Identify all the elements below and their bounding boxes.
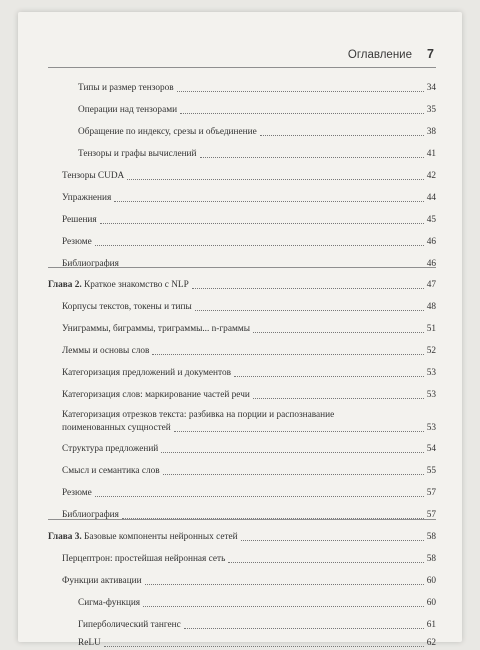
toc-entry[interactable] <box>62 554 436 565</box>
toc-entry-label: Тензоры и графы вычислений <box>78 149 197 159</box>
section-divider <box>48 267 436 268</box>
toc-entry-page: 42 <box>426 171 436 181</box>
toc-entry[interactable] <box>62 215 436 226</box>
toc-entry[interactable] <box>62 368 436 379</box>
toc-entry-label: Библиография <box>62 259 119 269</box>
toc-entry-page: 41 <box>426 149 436 159</box>
toc-entry-page: 47 <box>426 280 436 290</box>
chapter-title: Базовые компоненты нейронных сетей <box>84 532 238 542</box>
toc-entry-page: 54 <box>426 444 436 454</box>
leader-dots <box>152 354 423 355</box>
toc-chapter-2[interactable] <box>48 280 436 291</box>
toc-entry-line2[interactable] <box>62 423 436 434</box>
toc-entry-page: 58 <box>426 554 436 564</box>
leader-dots <box>114 201 423 202</box>
toc-entry-label: Решения <box>62 215 97 225</box>
toc-entry-page: 48 <box>426 302 436 312</box>
toc-entry-page: 51 <box>426 324 436 334</box>
toc-entry-page: 34 <box>426 83 436 93</box>
chapter-title: Краткое знакомство с NLP <box>84 280 189 290</box>
toc-chapter-3[interactable] <box>48 532 436 543</box>
toc-entry-page: 45 <box>426 215 436 225</box>
toc-entry-label-cont: поименованных сущностей <box>62 423 171 433</box>
toc-entry[interactable] <box>62 488 436 499</box>
toc-entry-page: 46 <box>426 237 436 247</box>
toc-entry[interactable] <box>78 598 436 609</box>
leader-dots <box>228 562 423 563</box>
toc-entry-label: Категоризация слов: маркирование частей речи <box>62 390 250 400</box>
leader-dots <box>260 135 424 136</box>
leader-dots <box>95 496 424 497</box>
toc-entry-page: 55 <box>426 466 436 476</box>
leader-dots <box>195 310 424 311</box>
toc-entry[interactable] <box>62 324 436 335</box>
leader-dots <box>200 157 424 158</box>
book-page <box>18 12 462 648</box>
toc-entry-label: Библиография <box>62 510 119 520</box>
toc-entry[interactable] <box>78 149 436 160</box>
leader-dots <box>127 179 423 180</box>
toc-entry[interactable] <box>78 83 436 94</box>
toc-entry-label: Упражнения <box>62 193 112 203</box>
toc-entry-label: Резюме <box>62 237 92 247</box>
leader-dots <box>174 431 424 432</box>
toc-entry[interactable] <box>78 620 436 631</box>
toc-entry[interactable] <box>62 302 436 313</box>
running-header <box>48 47 436 68</box>
leader-dots <box>145 584 424 585</box>
toc-entry-page: 57 <box>426 488 436 498</box>
toc-entry-label: Обращение по индексу, срезы и объединение <box>78 127 257 137</box>
toc-entry-page: 60 <box>426 598 436 608</box>
toc-entry-label: Структура предложений <box>62 444 159 454</box>
leader-dots <box>180 113 424 114</box>
toc-entry-label: Резюме <box>62 488 92 498</box>
toc-entry-label: Типы и размер тензоров <box>78 83 174 93</box>
header-title: Оглавление <box>347 49 412 61</box>
toc-entry-page: 53 <box>426 390 436 400</box>
toc-entry[interactable] <box>78 105 436 116</box>
leader-dots <box>177 91 424 92</box>
chapter-number: Глава 3. <box>48 532 82 542</box>
toc-entry-label: ReLU <box>78 638 101 648</box>
section-divider <box>48 519 436 520</box>
leader-dots <box>234 376 424 377</box>
toc-entry[interactable] <box>62 390 436 401</box>
toc-entry[interactable] <box>62 346 436 357</box>
leader-dots <box>143 606 424 607</box>
toc-entry[interactable] <box>62 576 436 587</box>
toc-entry-label: Категоризация отрезков текста: разбивка на порции и распознавание <box>62 410 335 420</box>
toc-entry-page: 44 <box>426 193 436 203</box>
toc-entry-label: Леммы и основы слов <box>62 346 150 356</box>
leader-dots <box>253 398 424 399</box>
leader-dots <box>241 540 424 541</box>
toc-entry[interactable] <box>62 259 436 270</box>
leader-dots <box>104 646 424 647</box>
toc-entry-page: 60 <box>426 576 436 586</box>
toc-entry[interactable] <box>62 171 436 182</box>
chapter-number: Глава 2. <box>48 280 82 290</box>
leader-dots <box>184 628 424 629</box>
toc-entry-label: Категоризация предложений и документов <box>62 368 232 378</box>
toc-entry-label: Смысл и семантика слов <box>62 466 160 476</box>
toc-entry[interactable] <box>62 193 436 204</box>
toc-entry-page: 38 <box>426 127 436 137</box>
leader-dots <box>100 223 424 224</box>
toc-entry-page: 58 <box>426 532 436 542</box>
toc-entry[interactable] <box>62 237 436 248</box>
toc-entry-page: 57 <box>426 510 436 520</box>
toc-entry-label: Униграммы, биграммы, триграммы... n-граммы <box>62 324 250 334</box>
header-page-number: 7 <box>427 47 434 61</box>
toc-entry-label: Перцептрон: простейшая нейронная сеть <box>62 554 226 564</box>
toc-entry[interactable] <box>62 444 436 455</box>
leader-dots <box>163 474 424 475</box>
toc-entry-line1[interactable] <box>62 410 436 421</box>
toc-entry-label: Корпусы текстов, токены и типы <box>62 302 192 312</box>
leader-dots <box>95 245 424 246</box>
leader-dots <box>192 288 424 289</box>
toc-entry-label: Гиперболический тангенс <box>78 620 181 630</box>
toc-entry-page: 61 <box>426 620 436 630</box>
leader-dots <box>161 452 423 453</box>
toc-entry-label: Сигма-функция <box>78 598 141 608</box>
toc-entry[interactable] <box>78 127 436 138</box>
leader-dots <box>253 332 424 333</box>
toc-entry-label: Тензоры CUDA <box>62 171 125 181</box>
toc-entry[interactable] <box>78 638 436 649</box>
toc-entry-page: 53 <box>426 423 436 433</box>
toc-entry-page: 62 <box>426 638 436 648</box>
toc-entry-page: 46 <box>426 259 436 269</box>
toc-entry-label: Функции активации <box>62 576 142 586</box>
toc-entry-label: Операции над тензорами <box>78 105 178 115</box>
toc-entry-page: 35 <box>426 105 436 115</box>
toc-entry-page: 53 <box>426 368 436 378</box>
toc-entry-page: 52 <box>426 346 436 356</box>
toc-entry[interactable] <box>62 466 436 477</box>
